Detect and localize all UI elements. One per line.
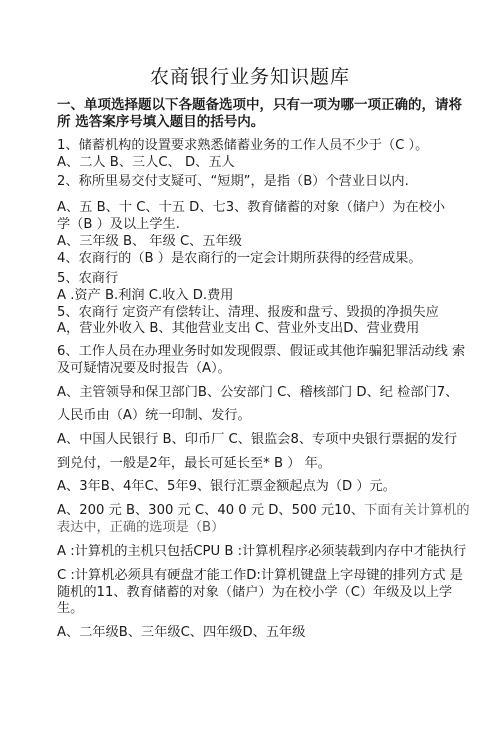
question-10-option-cd: C :计算机必须具有硬盘才能工作D:计算机键盘上字母键的排列方式 是 [57, 568, 463, 583]
question-1: 1、储蓄机构的设置要求熟悉储蓄业务的工作人员不少于（C ）。 [57, 138, 429, 153]
section-heading-line-2: 所 选答案序号填入题目的括号内。 [57, 114, 265, 130]
question-11-options: A、二年级B、三年级C、四年级D、五年级 [57, 625, 306, 640]
question-2-options: A、五 B、十 C、十五 D、七3、教育储蓄的对象（储户）为在校小 [57, 200, 446, 215]
page-title: 农商银行业务知识题库 [149, 66, 350, 88]
question-4: 4、农商行的（B ）是农商行的一定会计期所获得的经营成果。 [57, 251, 422, 266]
question-11: 随机的11、教育储蓄的对象（储户）为在校小学（C）年级及以上学 [57, 585, 453, 600]
question-4-options: A .资产 B.利润 C.收入 D.费用 [57, 288, 234, 303]
question-5-options: A，营业外收入 B、其他营业支出 C、营业外支出D、营业费用 [57, 321, 420, 336]
question-9-options-text: A、200 元 B、300 元 C、40 0 元 D、500 元10、 [57, 503, 365, 518]
question-3-options: A、三年级 B、 年级 C、五年级 [57, 234, 242, 249]
question-7-options: A、中国人民银行 B、印币厂 C、银监会8、专项中央银行票据的发行 [57, 432, 458, 447]
section-heading-line-1: 一、单项选择题以下各题备选项中，只有一项为哪一项正确的，请将 [57, 97, 462, 113]
question-8-options: A、3年B、4年C、5年9、银行汇票金额起点为（D ）元。 [57, 479, 396, 494]
question-10-continued: 表达中，正确的选项是（B） [57, 520, 225, 535]
question-1-options: A、二人 B、三人C、 D、五人 [57, 155, 235, 170]
question-2: 2、称所里易交付支疑可、“短期”，是指（B）个营业日以内. [57, 174, 409, 189]
question-5: 5、农商行 定资产有偿转让、清理、报废和盘亏、毁损的净损失应 [57, 305, 439, 320]
question-9-options [57, 503, 477, 519]
question-7: 人民币由（A）统一印制、发行。 [57, 408, 251, 423]
question-3-continued: 学（B ）及以上学生. [57, 217, 180, 232]
question-6: 6、工作人员在办理业务时如发现假票、假证或其他诈骗犯罪活动线 索 [57, 344, 466, 359]
question-8-continued: 到兑付，一般是2年，最长可延长至* B ） 年。 [57, 456, 331, 471]
question-6-continued: 及可疑情况要及时报告（A）。 [57, 361, 231, 376]
question-5-label: 5、农商行 [57, 271, 119, 286]
question-10-option-ab: A :计算机的主机只包括CPU B :计算机程序必须装载到内存中才能执行 [57, 544, 467, 559]
question-6-options: A、主管领导和保卫部门B、公安部门 C、稽核部门 D、纪 检部门7、 [57, 385, 459, 400]
question-10-start: 下面有关计算机的 [364, 503, 470, 518]
question-11-continued: 生。 [57, 601, 84, 616]
